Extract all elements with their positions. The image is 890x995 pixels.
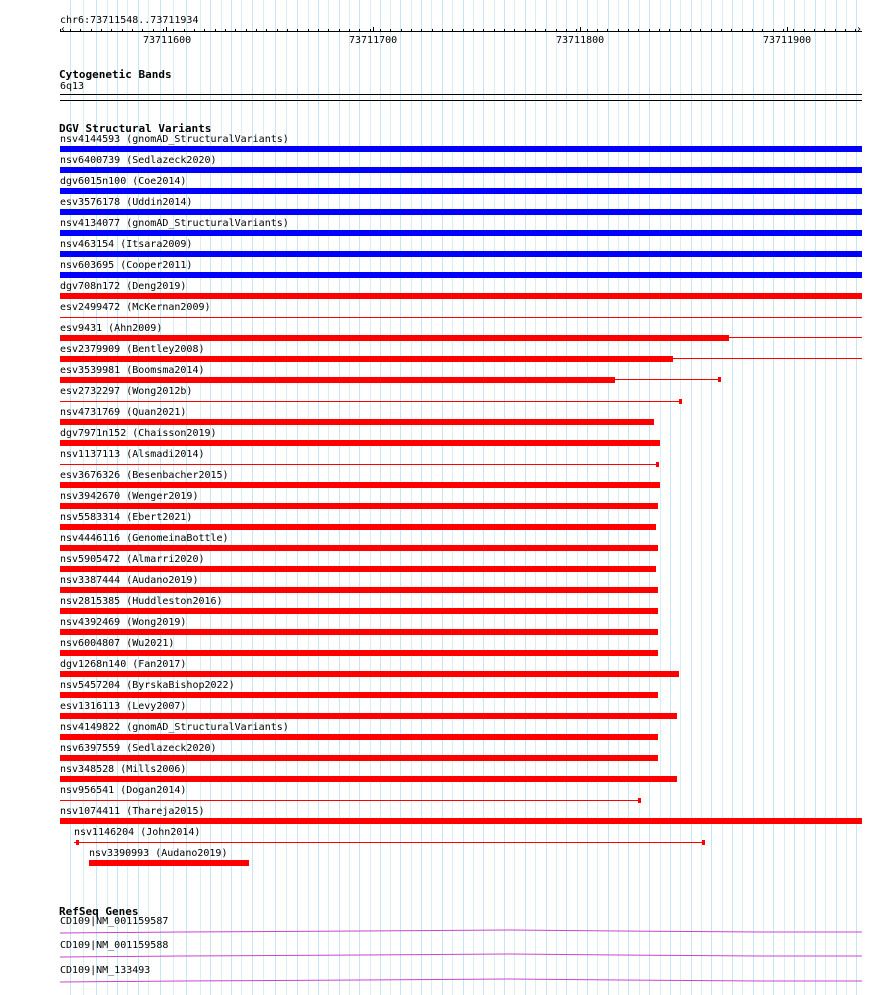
ruler-minor-tick [638,29,639,32]
variant-bar[interactable] [89,860,249,866]
variant-bar[interactable] [60,524,656,530]
variant-bar[interactable] [60,776,677,782]
ruler-minor-tick [235,29,236,32]
refseq-track-title[interactable]: RefSeq Genes [59,905,139,918]
gene-feature[interactable] [60,976,862,986]
variant-endcap [638,798,641,803]
ruler-minor-tick [80,29,81,32]
ruler-minor-tick [442,29,443,32]
variant-endcap [718,377,721,382]
ruler-minor-tick [328,29,329,32]
ruler-major-tick [787,27,788,32]
variant-label[interactable]: nsv3390993 (Audano2019) [89,848,228,859]
ruler-minor-tick [711,29,712,32]
variant-bar[interactable] [60,209,862,215]
variant-label[interactable]: dgv1268n140 (Fan2017) [60,659,187,670]
ruler-minor-tick [556,29,557,32]
ruler-minor-tick [463,29,464,32]
variant-label[interactable]: dgv708n172 (Deng2019) [60,281,187,292]
variant-label[interactable]: nsv6004807 (Wu2021) [60,638,175,649]
ruler-minor-tick [700,29,701,32]
variant-bar[interactable] [60,167,862,173]
ruler-minor-tick [163,29,164,32]
ruler-minor-tick [70,29,71,32]
variant-label[interactable]: dgv6015n100 (Coe2014) [60,176,187,187]
variant-bar[interactable] [60,650,658,656]
ruler-tick-label: 73711900 [763,35,812,46]
variant-bar-extension[interactable] [673,358,862,359]
ruler-minor-tick [339,29,340,32]
variant-label[interactable]: esv3676326 (Besenbacher2015) [60,470,229,481]
variant-label[interactable]: nsv1074411 (Thareja2015) [60,806,205,817]
gene-feature[interactable] [60,951,862,961]
variant-bar[interactable] [60,503,658,509]
ruler-minor-tick [153,29,154,32]
ruler-minor-tick [814,29,815,32]
ruler-minor-tick [370,29,371,32]
ruler-minor-tick [390,29,391,32]
variant-bar[interactable] [60,671,679,677]
cytoband-label: 6q13 [60,81,85,92]
variant-bar[interactable] [60,188,862,194]
variant-bar[interactable] [60,146,862,152]
ruler-minor-tick [773,29,774,32]
variant-label[interactable]: nsv4392469 (Wong2019) [60,617,187,628]
gene-label[interactable]: CD109|NM_001159588 [60,940,169,951]
ruler-minor-tick [194,29,195,32]
ruler-minor-tick [421,29,422,32]
variant-label[interactable]: esv2732297 (Wong2012b) [60,386,193,397]
variant-bar[interactable] [60,608,658,614]
ruler-minor-tick [587,29,588,32]
ruler-minor-tick [793,29,794,32]
ruler-minor-tick [742,29,743,32]
ruler-minor-tick [504,29,505,32]
ruler-tick-label: 73711600 [143,35,192,46]
ruler-minor-tick [308,29,309,32]
variant-bar[interactable] [60,545,658,551]
gene-intron-line [60,930,862,933]
ruler-minor-tick [111,29,112,32]
ruler-minor-tick [607,29,608,32]
variant-label[interactable]: nsv4446116 (GenomeinaBottle) [60,533,229,544]
variant-bar[interactable] [60,293,862,299]
ruler-minor-tick [576,29,577,32]
variant-endcap [76,840,79,845]
ruler-minor-tick [359,29,360,32]
ruler-minor-tick [752,29,753,32]
variant-endcap [656,462,659,467]
variant-label[interactable]: nsv5583314 (Ebert2021) [60,512,193,523]
ruler-minor-tick [380,29,381,32]
variant-bar[interactable] [60,335,729,341]
ruler-minor-tick [649,29,650,32]
variant-label[interactable]: nsv5457204 (ByrskaBishop2022) [60,680,235,691]
variant-label[interactable]: esv3539981 (Boomsma2014) [60,365,205,376]
variant-bar[interactable] [60,251,862,257]
variant-label[interactable]: esv9431 (Ahn2009) [60,323,163,334]
ruler-left-arrow-icon: ‹ [60,24,67,35]
ruler-minor-tick [401,29,402,32]
variant-bar[interactable] [60,818,862,824]
variant-bar[interactable] [60,713,677,719]
ruler-minor-tick [173,29,174,32]
variant-label[interactable]: nsv463154 (Itsara2009) [60,239,193,250]
variant-label[interactable]: esv2499472 (McKernan2009) [60,302,211,313]
ruler-major-tick [166,27,167,32]
ruler-minor-tick [246,29,247,32]
variant-endcap [702,840,705,845]
variant-label[interactable]: nsv1146204 (John2014) [74,827,201,838]
variant-label[interactable]: nsv6400739 (Sedlazeck2020) [60,155,217,166]
ruler-minor-tick [731,29,732,32]
variant-bar[interactable] [60,629,658,635]
gene-intron-line [60,979,862,982]
variant-bar[interactable] [60,377,615,383]
ruler-minor-tick [535,29,536,32]
ruler-minor-tick [494,29,495,32]
ruler-minor-tick [287,29,288,32]
ruler-minor-tick [525,29,526,32]
ruler-major-tick [580,27,581,32]
variant-bar[interactable] [60,272,862,278]
ruler-minor-tick [132,29,133,32]
ruler-minor-tick [514,29,515,32]
ruler-minor-tick [835,29,836,32]
ruler-minor-tick [297,29,298,32]
variant-bar[interactable] [60,692,658,698]
ruler-minor-tick [597,29,598,32]
variant-label[interactable]: nsv3942670 (Wenger2019) [60,491,199,502]
variant-label[interactable]: nsv4149822 (gnomAD_StructuralVariants) [60,722,289,733]
variant-label[interactable]: nsv2815385 (Huddleston2016) [60,596,223,607]
variant-bar[interactable] [60,230,862,236]
ruler-minor-tick [122,29,123,32]
cytoband-line-top [60,94,862,95]
variant-bar[interactable] [60,755,658,761]
variant-bar[interactable] [60,419,654,425]
ruler-minor-tick [225,29,226,32]
ruler-minor-tick [204,29,205,32]
variant-endcap [679,399,682,404]
ruler-tick-label: 73711700 [349,35,398,46]
ruler-minor-tick [690,29,691,32]
gene-feature[interactable] [60,927,862,937]
ruler-minor-tick [452,29,453,32]
variant-label[interactable]: nsv5905472 (Almarri2020) [60,554,205,565]
ruler-right-arrow-icon: › [856,24,863,35]
variant-label[interactable]: nsv4731769 (Quan2021) [60,407,187,418]
ruler-minor-tick [783,29,784,32]
variant-bar[interactable] [60,482,660,488]
variant-bar[interactable] [60,464,657,465]
ruler-tick-label: 73711800 [556,35,605,46]
ruler-minor-tick [845,29,846,32]
ruler-minor-tick [824,29,825,32]
ruler-minor-tick [277,29,278,32]
ruler-minor-tick [256,29,257,32]
variant-label[interactable]: esv1316113 (Levy2007) [60,701,187,712]
ruler-minor-tick [669,29,670,32]
ruler-minor-tick [473,29,474,32]
variant-bar[interactable] [60,800,639,801]
variant-bar[interactable] [60,401,680,402]
variant-label[interactable]: nsv1137113 (Alsmadi2014) [60,449,205,460]
gene-intron-line [60,954,862,957]
ruler-minor-tick [545,29,546,32]
variant-bar[interactable] [60,317,862,318]
ruler-minor-tick [680,29,681,32]
ruler-minor-tick [215,29,216,32]
ruler-minor-tick [318,29,319,32]
ruler-minor-tick [804,29,805,32]
ruler-minor-tick [618,29,619,32]
ruler-minor-tick [628,29,629,32]
cytoband-track-title[interactable]: Cytogenetic Bands [59,68,172,81]
variant-bar[interactable] [60,440,660,446]
ruler-minor-tick [659,29,660,32]
variant-bar[interactable] [60,356,673,362]
ruler-minor-tick [101,29,102,32]
cytoband-line-bottom [60,100,862,101]
variant-bar-extension[interactable] [729,337,862,338]
ruler-minor-tick [142,29,143,32]
variant-label[interactable]: nsv3387444 (Audano2019) [60,575,199,586]
ruler-minor-tick [762,29,763,32]
ruler-minor-tick [349,29,350,32]
gene-label[interactable]: CD109|NM_133493 [60,965,151,976]
variant-label[interactable]: nsv348528 (Mills2006) [60,764,187,775]
variant-bar[interactable] [60,734,658,740]
ruler-minor-tick [721,29,722,32]
variant-label[interactable]: nsv956541 (Dogan2014) [60,785,187,796]
variant-bar[interactable] [74,842,704,843]
variant-label[interactable]: nsv6397559 (Sedlazeck2020) [60,743,217,754]
ruler-minor-tick [184,29,185,32]
ruler-minor-tick [432,29,433,32]
variant-label[interactable]: nsv4134077 (gnomAD_StructuralVariants) [60,218,289,229]
variant-label[interactable]: esv3576178 (Uddin2014) [60,197,193,208]
variant-label[interactable]: esv2379909 (Bentley2008) [60,344,205,355]
ruler-minor-tick [91,29,92,32]
gene-label[interactable]: CD109|NM_001159587 [60,916,169,927]
ruler-minor-tick [411,29,412,32]
ruler-major-tick [373,27,374,32]
variant-bar[interactable] [60,566,656,572]
variant-label[interactable]: nsv4144593 (gnomAD_StructuralVariants) [60,134,289,145]
variant-bar[interactable] [60,587,658,593]
variant-bar-extension[interactable] [615,379,719,380]
position-label: chr6:73711548..73711934 [60,15,199,26]
ruler-minor-tick [483,29,484,32]
variant-label[interactable]: nsv603695 (Cooper2011) [60,260,193,271]
ruler-minor-tick [566,29,567,32]
variant-label[interactable]: dgv7971n152 (Chaisson2019) [60,428,217,439]
dgv-track-title[interactable]: DGV Structural Variants [59,122,212,135]
ruler-minor-tick [266,29,267,32]
